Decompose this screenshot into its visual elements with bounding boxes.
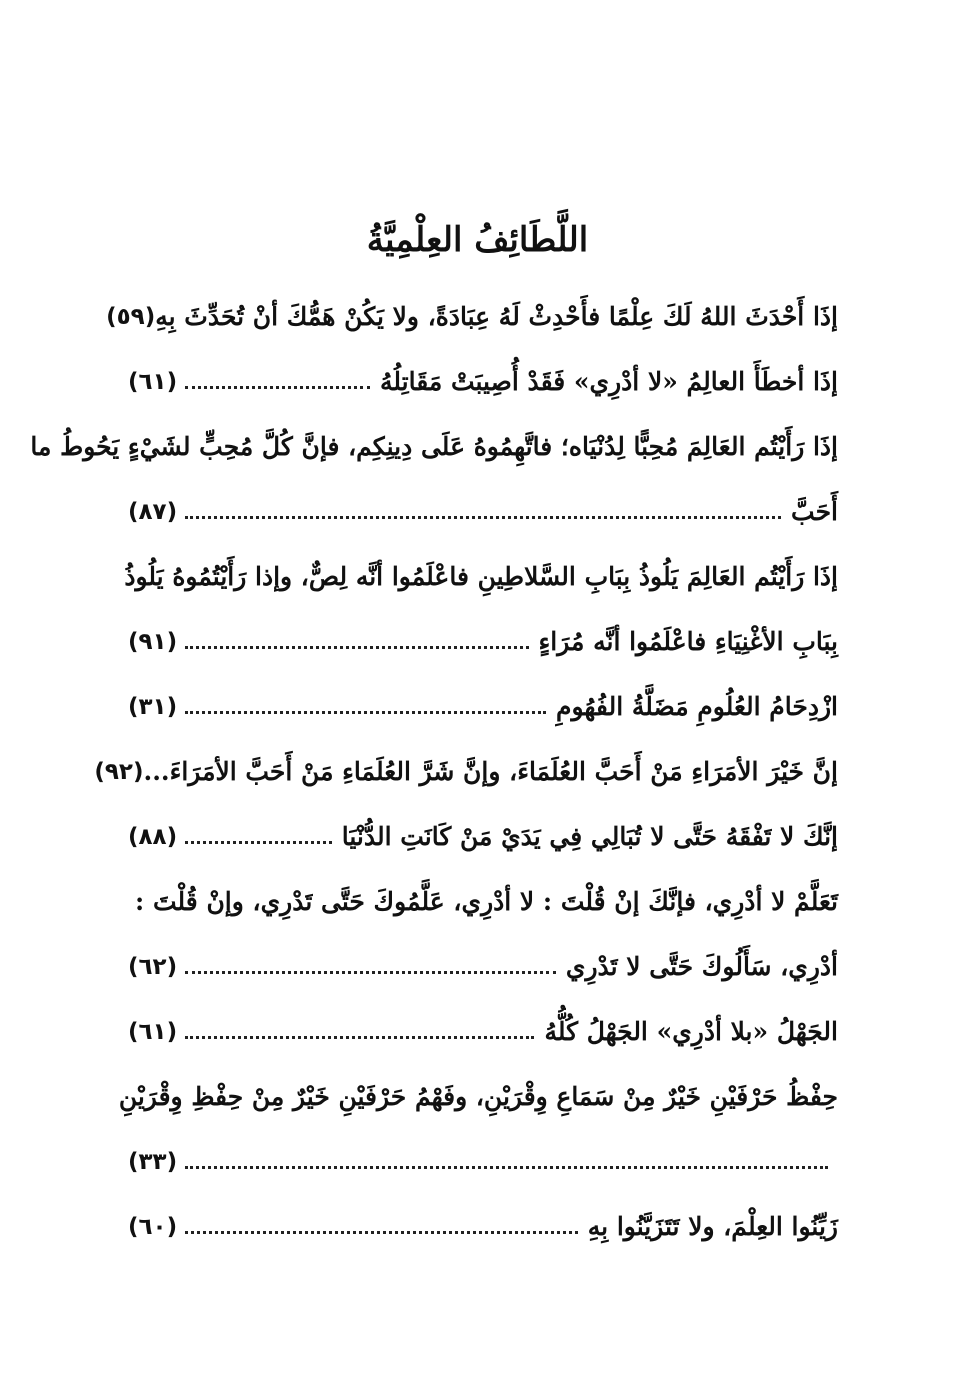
entry-text: إنَّ خَيْرَ الأمَرَاءِ مَنْ أَحَبَّ العُلَمَاءَ، وإنَّ شَرَّ العُلَمَاءِ مَنْ أَحَبَّ الأمَرَاءَ... [143, 757, 838, 786]
entry-reference: (٥٩) [106, 303, 156, 330]
entry-line [128, 479, 838, 544]
entry-text: ازْدِحَامُ العُلُومِ مَضَلَّةُ الفُهُومِ [556, 692, 838, 721]
entry-line [30, 414, 838, 479]
entry-reference: (٦٢) [128, 953, 178, 980]
entry-line [128, 674, 838, 739]
entry-reference: (٣١) [128, 693, 178, 720]
dot-leader [185, 646, 528, 649]
entry-text: الجَهْلُ «بلا أدْرِي» الجَهْلُ كُلُّهُ [544, 1017, 838, 1046]
dot-leader [185, 1166, 828, 1169]
entry-line [118, 1064, 838, 1129]
entry-text: تَعَلَّمْ لا أدْرِي، فإنَّكَ إنْ قُلْتَ : لا أدْرِي، عَلَّمُوكَ حَتَّى تَدْرِي، وإنْ قُلْتَ : [135, 887, 838, 916]
entry-line [128, 999, 838, 1064]
dot-leader [185, 971, 556, 974]
entry-text: إذَا أخطَأَ العالِمُ «لا أدْرِي» فَقَدْ أُصِيبَتْ مَقَاتِلُهُ [379, 367, 838, 396]
entry-text: إنَّكَ لا تَفْقَهُ حَتَّى لا تُبَالِي فِي يَدَيْ مَنْ كَانَتِ الدُّنْيَا [341, 822, 838, 851]
entry-reference: (٣٣) [128, 1148, 178, 1175]
entry-line [124, 544, 838, 609]
entry-text: زَيِّنُوا العِلْمَ، ولا تَتَزَيَّنُوا بِهِ [587, 1212, 838, 1241]
entry-text: حِفْظُ حَرْفَيْنِ خَيْرٌ مِنْ سَمَاعِ وِقْرَيْنِ، وفَهْمُ حَرْفَيْنِ خَيْرٌ مِنْ حِفْظِ وِقْرَيْنِ [118, 1082, 838, 1111]
entry-text: أدْرِي، سَأَلُوكَ حَتَّى لا تَدْرِي [565, 952, 838, 981]
entry-text: إذَا رَأَيْتُم العَالِمَ يَلُوذُ بِبَابِ السَّلاطِينِ فاعْلَمُوا أنَّه لِصٌّ، وإذا رَأَيْتُمُوهُ يَلُوذُ [124, 562, 838, 591]
dot-leader [185, 841, 332, 844]
entry-line [128, 934, 838, 999]
dot-leader [185, 1231, 578, 1234]
entry-text: إذَا أَحْدَثَ اللهُ لَكَ عِلْمًا فأَحْدِثْ لَهُ عِبَادَةً، ولا يَكُنْ هَمُّكَ أنْ تُحَدِّثَ بِهِ [155, 302, 838, 331]
entry-line [128, 609, 838, 674]
entry-reference: (٦١) [128, 1018, 178, 1045]
entry-line [94, 739, 838, 804]
dot-leader [185, 516, 781, 519]
page-title: اللَّطَائِفُ العِلْمِيَّةُ [366, 220, 589, 260]
dot-leader [185, 711, 546, 714]
entry-reference: (٨٧) [128, 498, 178, 525]
entries-list [30, 284, 838, 1259]
dot-leader [185, 1036, 534, 1039]
entry-reference: (٩٢) [94, 758, 144, 785]
entry-reference: (٩١) [128, 628, 178, 655]
entry-text: بِبَابِ الأغْنِيَاءِ فاعْلَمُوا أنَّه مُرَاءٍ [538, 627, 838, 656]
entry-text: أَحَبَّ [791, 497, 838, 526]
entry-line [128, 349, 838, 414]
entry-line [128, 869, 838, 934]
dot-leader [185, 386, 370, 389]
entry-line [128, 804, 838, 869]
entry-line [128, 1129, 838, 1194]
entry-line [128, 1194, 838, 1259]
entry-line [106, 284, 838, 349]
entry-reference: (٦٠) [128, 1213, 178, 1240]
entry-text: إذَا رَأَيْتُم العَالِمَ مُحِبًّا لِدُنْيَاه؛ فاتَّهِمُوهُ عَلَى دِينِكِم، فإنَّ كُلَّ مُحِبٍّ لشَيْءٍ يَحُوطُ ما [30, 432, 838, 461]
entry-reference: (٨٨) [128, 823, 178, 850]
entry-reference: (٦١) [128, 368, 178, 395]
